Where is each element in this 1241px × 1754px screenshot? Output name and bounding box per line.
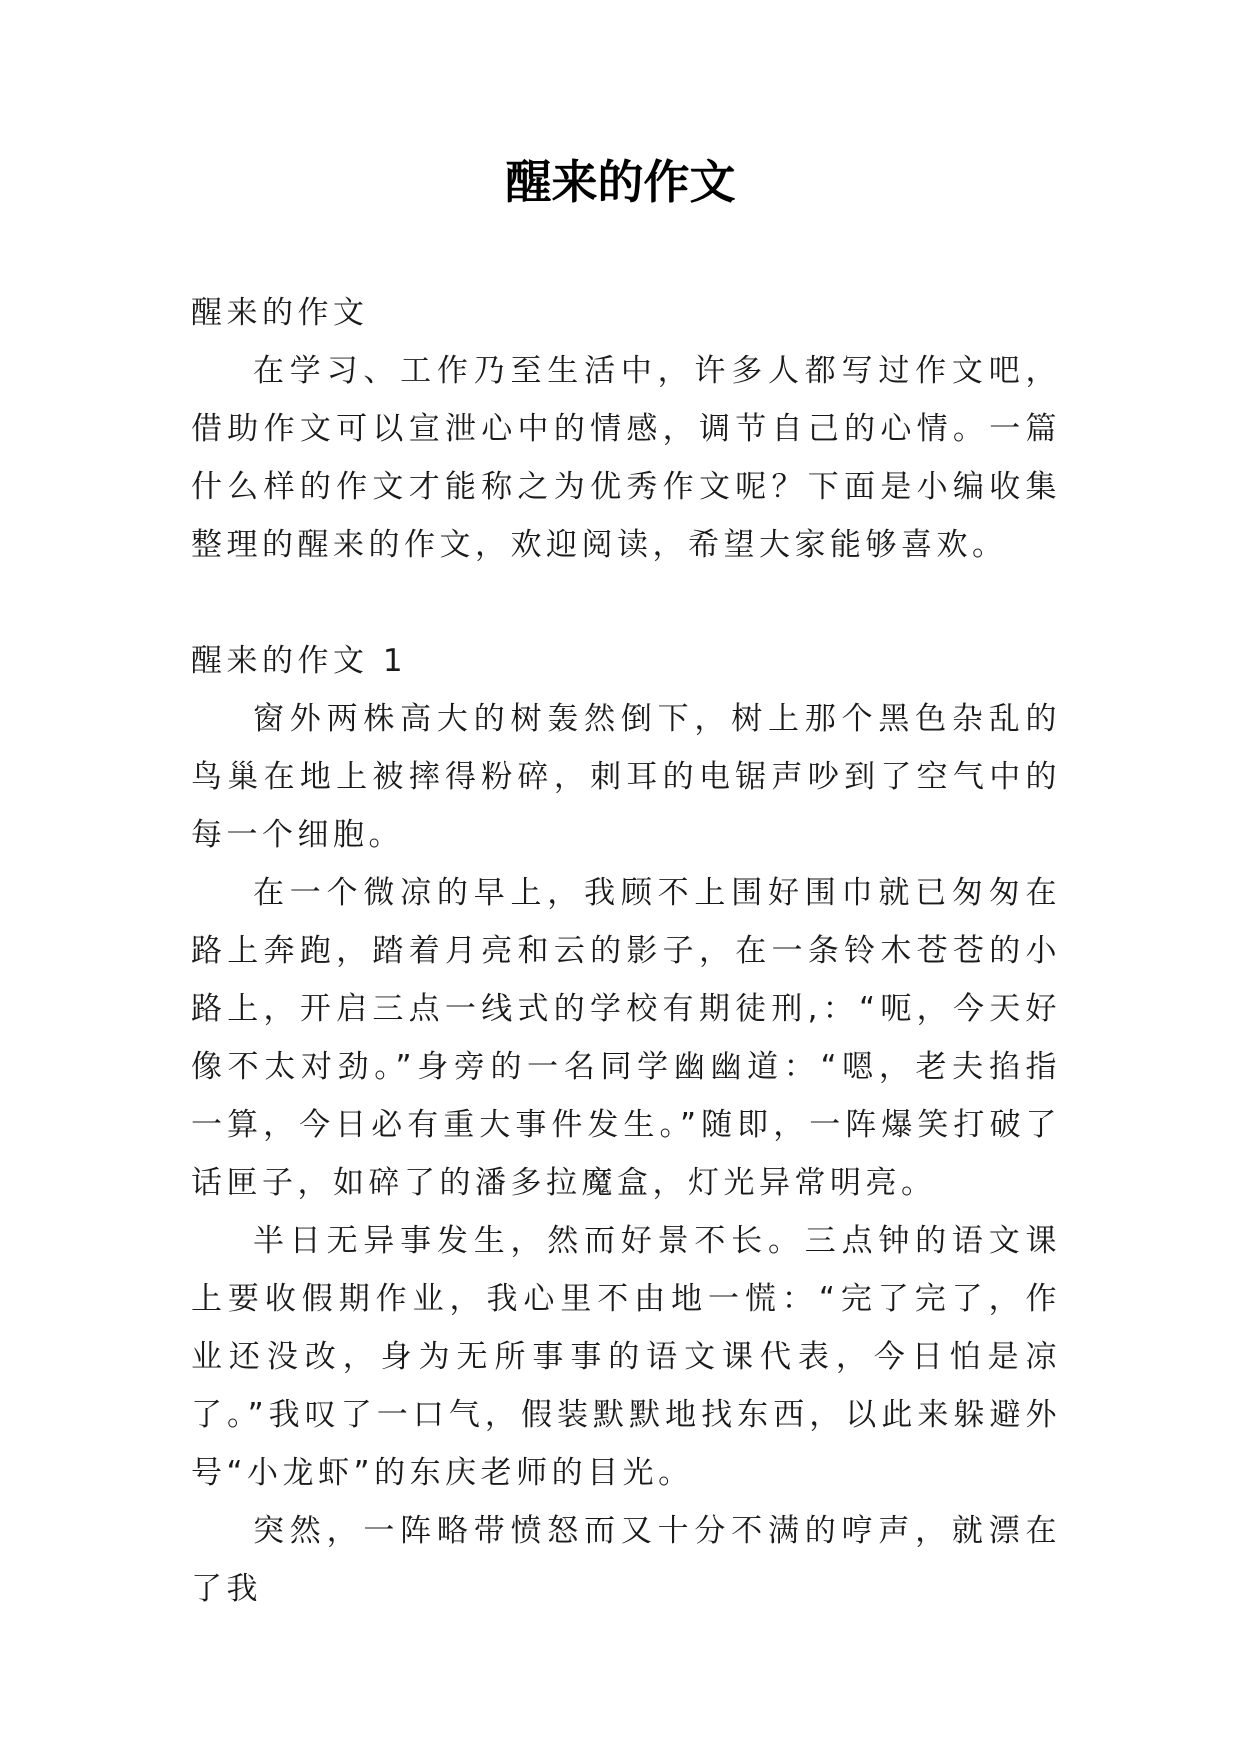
paragraph: 突然，一阵略带愤怒而又十分不满的哼声，就漂在了我 <box>191 1513 1061 1607</box>
document-body <box>191 284 1061 1618</box>
section-heading: 醒来的作文 <box>191 295 369 331</box>
document-title: 醒来的作文 <box>505 155 736 209</box>
section-spacer <box>191 574 1061 632</box>
paragraph: 在一个微凉的早上，我顾不上围好围巾就已匆匆在路上奔跑，踏着月亮和云的影子，在一条铃木苍苍的小路上，开启三点一线式的学校有期徒刑,：“呃，今天好像不太对劲。”身旁的一名同学幽幽道：“嗯，老夫掐指一算，今日必有重大事件发生。”随即，一阵爆笑打破了话匣子，如碎了的潘多拉魔盒，灯光异常明亮。 <box>191 875 1061 1201</box>
paragraph: 窗外两株高大的树轰然倒下，树上那个黑色杂乱的鸟巢在地上被摔得粉碎，刺耳的电锯声吵到了空气中的每一个细胞。 <box>191 701 1061 853</box>
paragraph: 半日无异事发生，然而好景不长。三点钟的语文课上要收假期作业，我心里不由地一慌：“完了完了，作业还没改，身为无所事事的语文课代表，今日怕是凉了。”我叹了一口气，假装默默地找东西，以此来躲避外号“小龙虾”的东庆老师的目光。 <box>191 1223 1061 1491</box>
section-heading: 醒来的作文 1 <box>191 643 408 679</box>
paragraph: 在学习、工作乃至生活中，许多人都写过作文吧，借助作文可以宣泄心中的情感，调节自己的心情。一篇什么样的作文才能称之为优秀作文呢？下面是小编收集整理的醒来的作文，欢迎阅读，希望大家能够喜欢。 <box>191 353 1061 563</box>
